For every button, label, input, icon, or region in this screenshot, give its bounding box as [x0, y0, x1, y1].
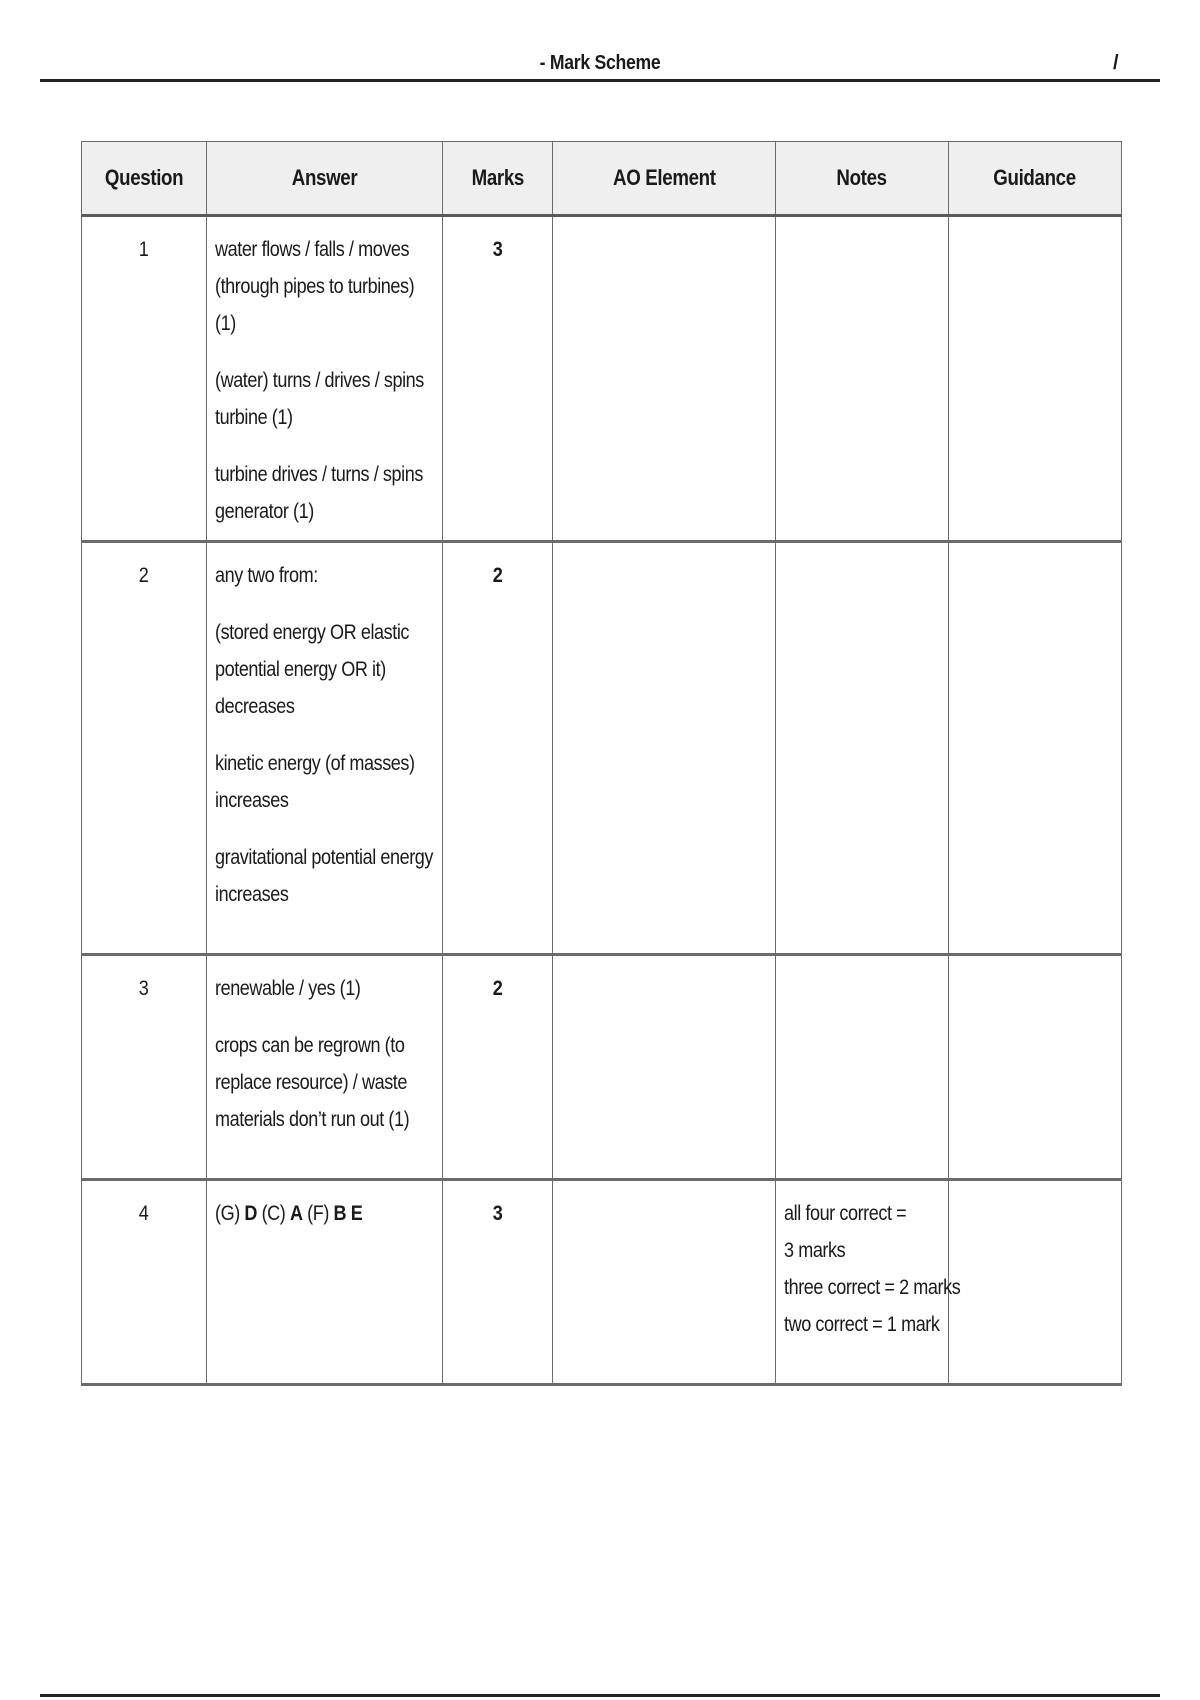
notes-cell	[776, 955, 949, 1180]
column-header-notes: Notes	[776, 142, 949, 216]
guidance-cell	[949, 1180, 1122, 1385]
notes-cell	[776, 1180, 961, 1385]
column-header-question: Question	[82, 142, 207, 216]
ao-element-cell	[553, 955, 776, 1180]
answer-point: water flows / falls / moves (through pipes to turbines) (1)	[215, 238, 415, 335]
answer-point: (water) turns / drives / spins turbine (1)	[215, 369, 424, 429]
question-number-cell: 1	[82, 216, 207, 542]
answer-point: any two from:	[215, 564, 318, 587]
table-row	[82, 955, 1122, 1180]
column-header-marks: Marks	[443, 142, 553, 216]
notes-cell	[776, 542, 949, 955]
notes-line: all four correct = 3 marks	[784, 1202, 907, 1262]
answer-point: crops can be regrown (to replace resource) / waste materials don’t run out (1)	[215, 1034, 410, 1131]
column-header-answer: Answer	[207, 142, 443, 216]
column-header-ao-element: AO Element	[553, 142, 776, 216]
answer-sequence: (G) D (C) A (F) B E	[215, 1202, 363, 1225]
answer-point: turbine drives / turns / spins generator (1)	[215, 463, 423, 523]
marks-cell: 3	[443, 216, 553, 542]
marks-cell: 2	[443, 542, 553, 955]
marks-cell: 3	[443, 1180, 553, 1385]
answer-cell	[207, 216, 443, 542]
header-divider	[40, 79, 1160, 82]
table-row	[82, 542, 1122, 955]
guidance-cell	[949, 955, 1122, 1180]
table-row	[82, 216, 1122, 542]
guidance-cell	[949, 216, 1122, 542]
notes-text	[784, 1195, 961, 1343]
answer-point: kinetic energy (of masses) increases	[215, 752, 415, 812]
answer-cell	[207, 542, 443, 955]
question-number-cell: 4	[82, 1180, 207, 1385]
answer-point: renewable / yes (1)	[215, 977, 361, 1000]
table-row	[82, 1180, 1122, 1385]
ao-element-cell	[553, 542, 776, 955]
notes-cell	[776, 216, 949, 542]
question-number-cell: 3	[82, 955, 207, 1180]
page-header-marker: /	[1113, 52, 1119, 74]
question-number-cell: 2	[82, 542, 207, 955]
mark-scheme-table	[81, 141, 1122, 1386]
table-header-row	[82, 142, 1122, 216]
footer-divider	[40, 1694, 1160, 1697]
ao-element-cell	[553, 1180, 776, 1385]
answer-cell	[207, 955, 443, 1180]
ao-element-cell	[553, 216, 776, 542]
guidance-cell	[949, 542, 1122, 955]
answer-point: (stored energy OR elastic potential energy OR it) decreases	[215, 621, 410, 718]
notes-line: three correct = 2 marks	[784, 1276, 961, 1299]
notes-line: two correct = 1 mark	[784, 1313, 940, 1336]
page-header-title: - Mark Scheme	[539, 52, 661, 74]
answer-cell	[207, 1180, 443, 1385]
column-header-guidance: Guidance	[949, 142, 1122, 216]
answer-point: gravitational potential energy increases	[215, 846, 434, 906]
marks-cell: 2	[443, 955, 553, 1180]
